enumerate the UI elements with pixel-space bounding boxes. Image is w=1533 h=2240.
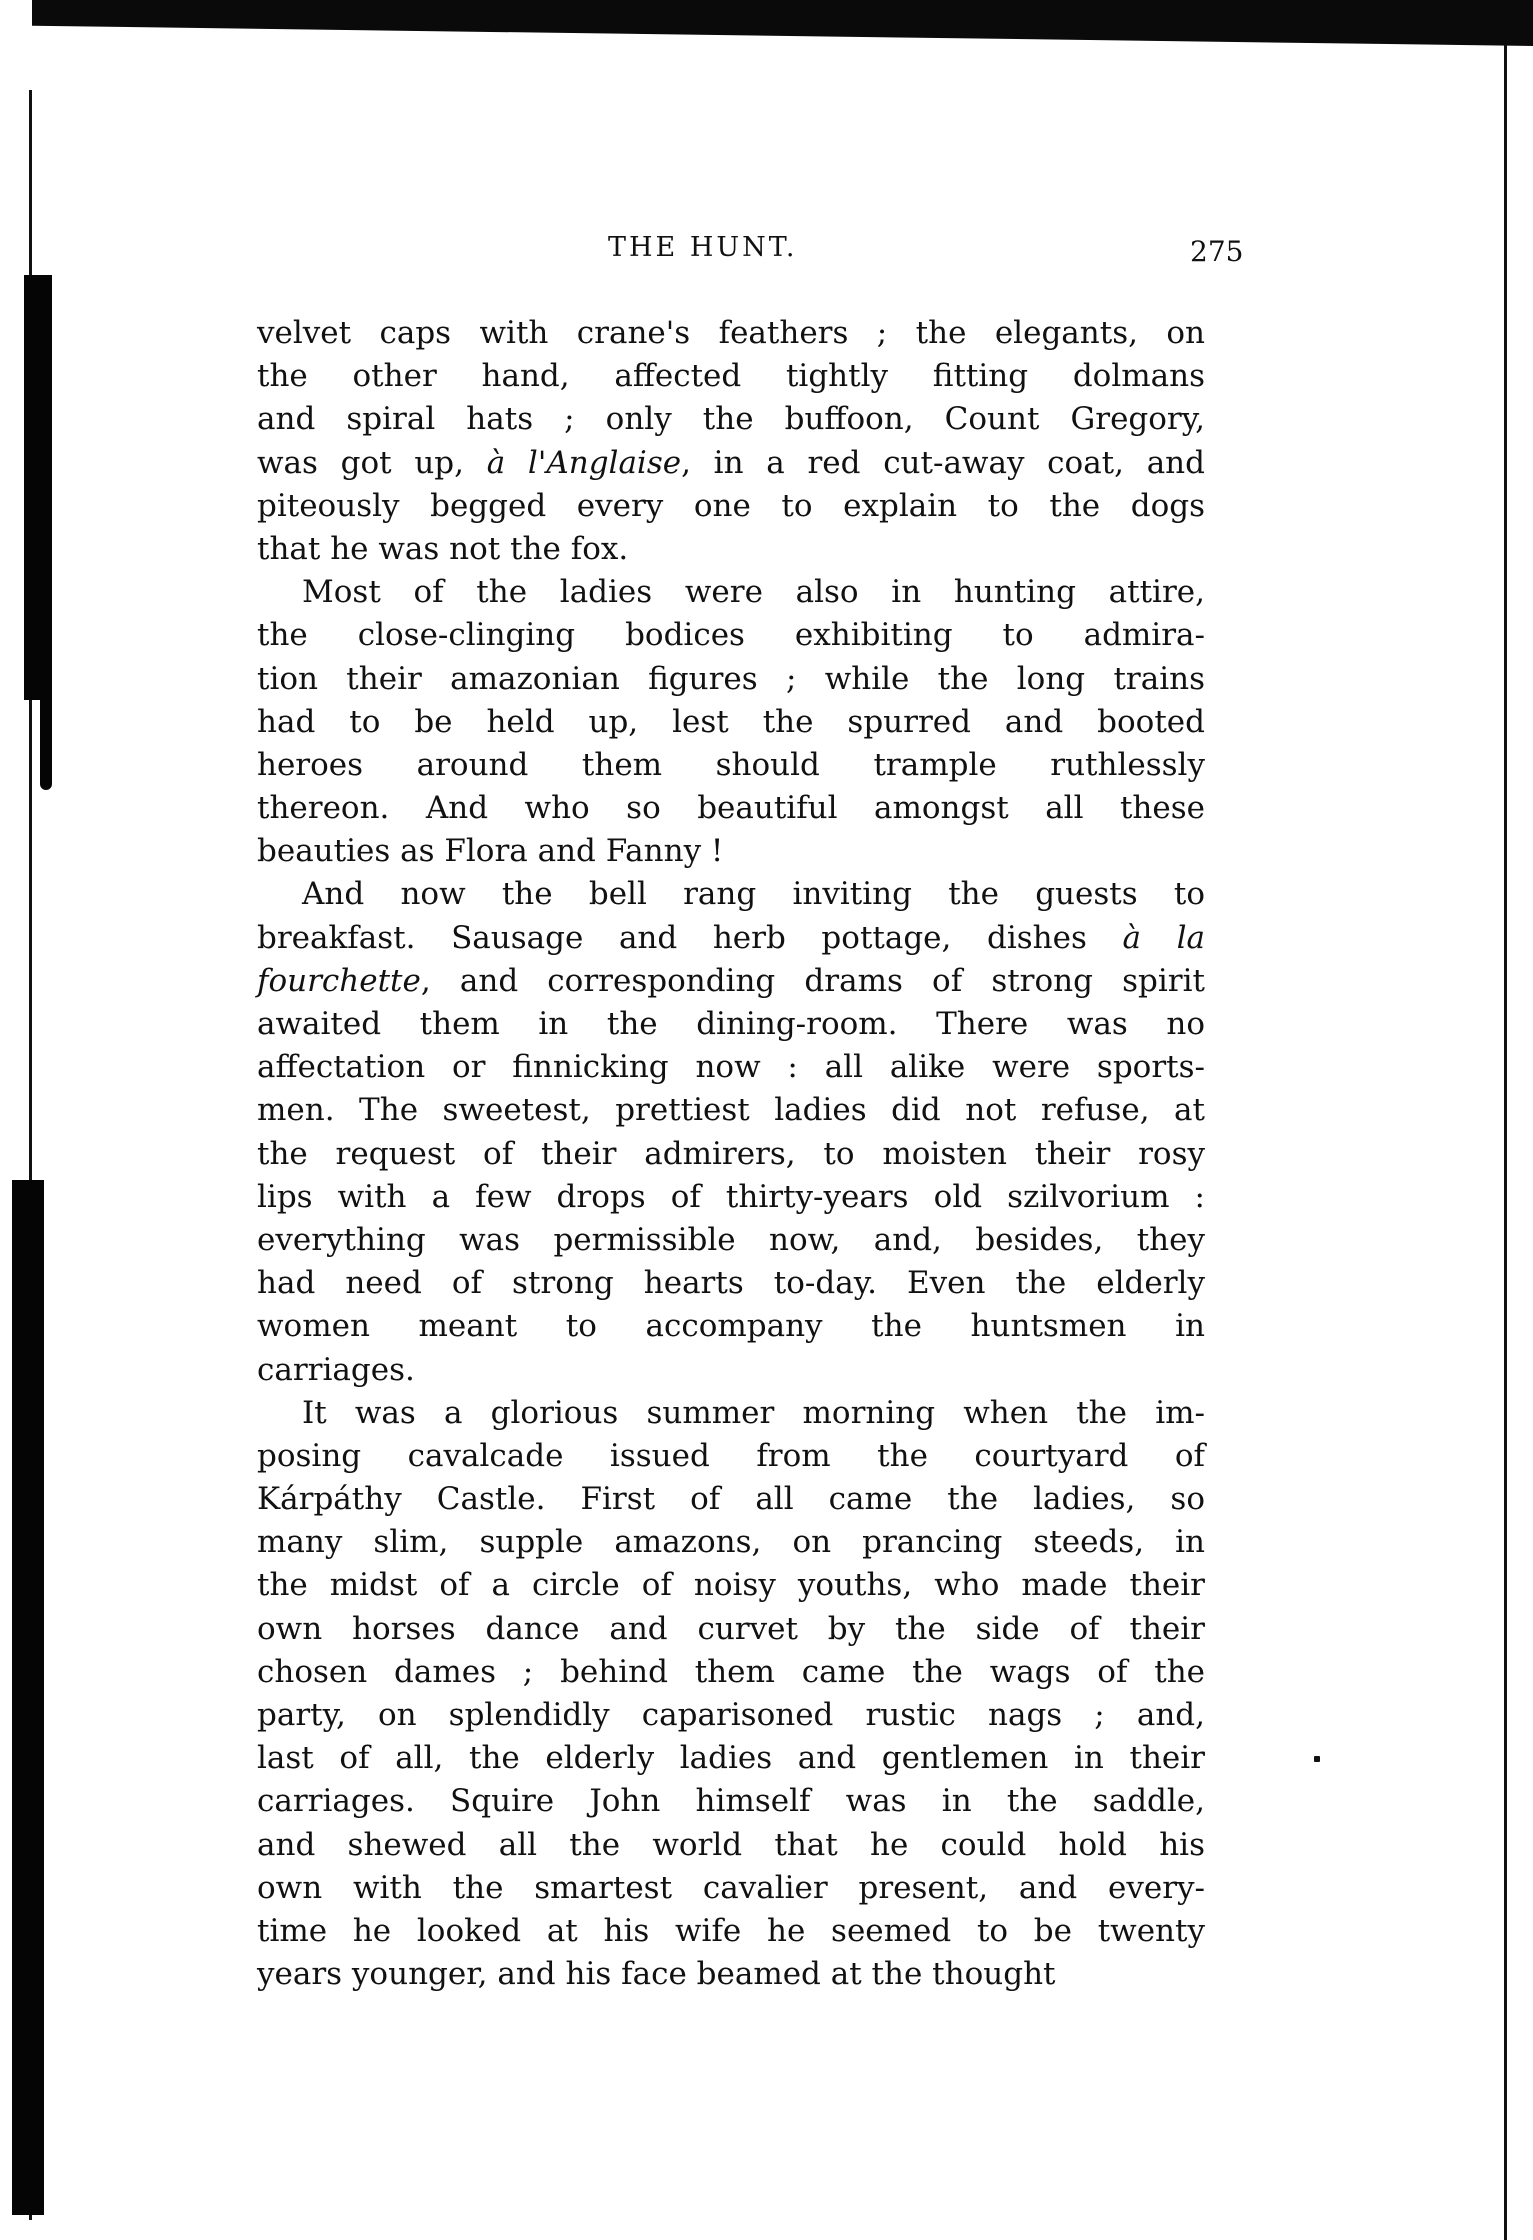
italic-phrase: à l'Anglaise — [486, 444, 682, 481]
text-line-content: awaited them in the dining-room. There was no — [257, 1006, 1205, 1042]
text-line — [257, 1910, 1205, 1953]
running-head — [600, 226, 1244, 270]
text-line-content: Most of the ladies were also in hunting attire, — [302, 574, 1205, 611]
text-line — [257, 1694, 1205, 1737]
text-line-content: and spiral hats ; only the buffoon, Count Gregory, — [257, 401, 1205, 438]
text-line-content: had need of strong hearts to-day. Even the elderly — [257, 1265, 1205, 1302]
text-line-content: years younger, and his face beamed at the thought — [257, 1956, 1056, 1993]
text-line — [257, 1176, 1205, 1219]
text-line-content: the request of their admirers, to moisten their rosy — [257, 1135, 1205, 1172]
text-line — [257, 312, 1205, 355]
text-line — [257, 1089, 1205, 1132]
text-line — [257, 1262, 1205, 1305]
binding-shadow-middle — [40, 700, 52, 790]
text-line — [257, 1435, 1205, 1478]
text-line — [257, 1780, 1205, 1823]
text-line-content: party, on splendidly caparisoned rustic nags ; and, — [257, 1697, 1205, 1733]
text-line — [257, 355, 1205, 398]
text-line — [257, 398, 1205, 441]
text-line — [257, 658, 1205, 701]
scan-edge-shadow-top — [32, 0, 1533, 46]
italic-phrase: à la — [1122, 919, 1205, 956]
text-line-content: beauties as Flora and Fanny ! — [257, 833, 724, 870]
text-line-content: posing cavalcade issued from the courtyard of — [257, 1437, 1205, 1474]
text-line — [257, 787, 1205, 830]
text-line-content: many slim, supple amazons, on prancing steeds, in — [257, 1524, 1205, 1561]
text-line — [257, 1824, 1205, 1867]
page-edge-right — [1504, 45, 1507, 2240]
text-line — [257, 1478, 1205, 1521]
text-line — [257, 701, 1205, 744]
paragraph — [257, 1392, 1205, 1997]
text-line — [257, 1219, 1205, 1262]
text-line-content: own with the smartest cavalier present, and every- — [257, 1869, 1205, 1906]
text-line-content: the close-clinging bodices exhibiting to admira- — [257, 617, 1205, 654]
text-line-content: the midst of a circle of noisy youths, who made their — [257, 1567, 1205, 1604]
text-line-content: had to be held up, lest the spurred and booted — [257, 703, 1205, 740]
text-line-content: lips with a few drops of thirty-years old szilvorium : — [257, 1178, 1205, 1215]
body-text — [257, 312, 1205, 1996]
text-line — [257, 1305, 1205, 1348]
text-line-content: fourchette, and corresponding drams of strong spirit — [257, 962, 1205, 999]
paragraph — [257, 571, 1205, 873]
text-line — [257, 1953, 1205, 1996]
text-line-content: women meant to accompany the huntsmen in — [257, 1308, 1205, 1345]
scan-speck — [1314, 1756, 1320, 1762]
paragraph — [257, 312, 1205, 571]
text-line — [257, 1046, 1205, 1089]
text-line — [257, 485, 1205, 528]
text-line-content: affectation or finnicking now : all alike were sports- — [257, 1049, 1205, 1086]
text-line-content: heroes around them should trample ruthlessly — [257, 746, 1205, 783]
text-line-content: velvet caps with crane's feathers ; the elegants, on — [257, 315, 1205, 351]
text-line-content: last of all, the elderly ladies and gentlemen in their — [257, 1740, 1205, 1777]
text-line — [257, 1867, 1205, 1910]
text-line — [257, 614, 1205, 657]
paragraph — [257, 873, 1205, 1391]
text-line-content: and shewed all the world that he could hold his — [257, 1826, 1205, 1863]
running-title: THE HUNT. — [608, 232, 798, 263]
text-line-content: men. The sweetest, prettiest ladies did not refuse, at — [257, 1092, 1205, 1129]
text-line — [257, 873, 1205, 916]
text-line-content: piteously begged every one to explain to the dogs — [257, 487, 1205, 524]
italic-phrase: fourchette — [257, 962, 421, 999]
text-line — [257, 744, 1205, 787]
text-line-content: And now the bell rang inviting the guests to — [302, 876, 1205, 913]
text-line-content: time he looked at his wife he seemed to be twenty — [257, 1912, 1205, 1949]
text-line-content: thereon. And who so beautiful amongst all these — [257, 790, 1205, 827]
text-line — [257, 1521, 1205, 1564]
text-line-content: It was a glorious summer morning when the im- — [302, 1394, 1205, 1431]
text-line-content: that he was not the fox. — [257, 530, 629, 567]
text-line-content: carriages. — [257, 1351, 415, 1388]
text-line — [257, 960, 1205, 1003]
text-line — [257, 1133, 1205, 1176]
text-line — [257, 1392, 1205, 1435]
text-line-content: was got up, à l'Anglaise, in a red cut-away coat, and — [257, 444, 1205, 481]
text-line — [257, 528, 1205, 571]
text-line — [257, 830, 1205, 873]
text-line — [257, 1651, 1205, 1694]
text-line-content: Kárpáthy Castle. First of all came the ladies, so — [257, 1481, 1205, 1518]
text-line — [257, 442, 1205, 485]
text-line-content: breakfast. Sausage and herb pottage, dishes à la — [257, 919, 1205, 956]
text-line — [257, 1608, 1205, 1651]
text-line-content: everything was permissible now, and, besides, they — [257, 1221, 1205, 1258]
binding-shadow-upper — [24, 275, 52, 700]
text-line-content: carriages. Squire John himself was in the saddle, — [257, 1783, 1205, 1820]
text-line-content: the other hand, affected tightly fitting dolmans — [257, 358, 1205, 395]
text-line-content: own horses dance and curvet by the side of their — [257, 1610, 1205, 1647]
binding-shadow-lower — [12, 1180, 44, 2215]
text-line — [257, 1564, 1205, 1607]
text-line-content: chosen dames ; behind them came the wags of the — [257, 1653, 1205, 1690]
text-line — [257, 1003, 1205, 1046]
text-line — [257, 1737, 1205, 1780]
text-line — [257, 917, 1205, 960]
page-number: 275 — [1190, 235, 1244, 268]
text-line — [257, 1349, 1205, 1392]
text-line-content: tion their amazonian figures ; while the long trains — [257, 660, 1205, 697]
text-line — [257, 571, 1205, 614]
